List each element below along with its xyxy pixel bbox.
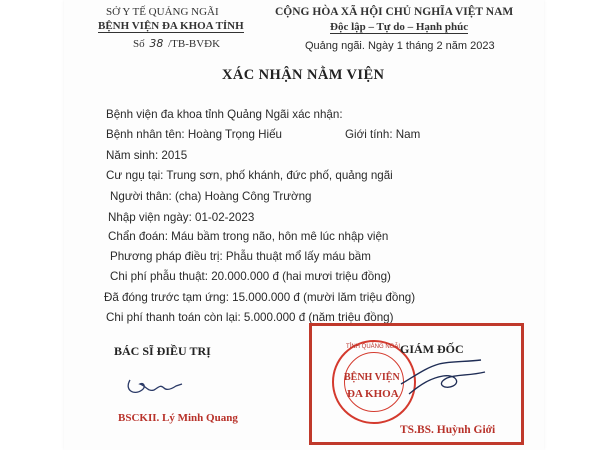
director-name: TS.BS. Huỳnh Giới [400,424,496,436]
country-name: CỘNG HÒA XÃ HỘI CHỦ NGHĨA VIỆT NAM [275,6,514,18]
doctor-name: BSCKII. Lý Minh Quang [118,412,238,424]
seal-outer-text: TỈNH QUẢNG NGÃI [346,344,401,350]
patient-gender: Giới tính: Nam [345,128,421,141]
document-title: XÁC NHẬN NẰM VIỆN [222,67,385,83]
treatment: Phương pháp điều trị: Phẫu thuật mổ lấy máu bầm [110,250,371,263]
seal-line-2: ĐA KHOA [347,388,399,400]
director-signature [395,354,495,404]
document-number [133,37,220,50]
hospital-name: BỆNH VIỆN ĐA KHOA TỈNH [98,20,244,32]
motto: Độc lập – Tự do – Hạnh phúc [330,21,469,33]
relative: Người thân: (cha) Hoàng Công Trường [110,190,312,203]
diagnosis: Chẩn đoán: Máu bầm trong não, hôn mê lúc nhập viện [108,230,389,243]
seal-line-1: BỆNH VIỆN [344,372,400,383]
birth-year: Năm sinh: 2015 [106,149,188,162]
number-prefix: Số [133,38,145,50]
address: Cư ngụ tại: Trung sơn, phố khánh, đức phố, quảng ngãi [106,169,393,182]
advance-payment: Đã đóng trước tạm ứng: 15.000.000 đ (mười lăm triệu đồng) [104,291,416,304]
number-value: 38 [149,37,164,50]
doctor-signature [120,372,190,402]
document-date: Quảng ngãi. Ngày 1 tháng 2 năm 2023 [305,40,495,52]
ministry-name: SỞ Y TẾ QUẢNG NGÃI [106,6,219,18]
intro-line: Bệnh viện đa khoa tỉnh Quảng Ngãi xác nhận: [106,108,343,121]
doctor-title: BÁC SĨ ĐIỀU TRỊ [114,344,211,358]
surgery-cost: Chi phí phẫu thuật: 20.000.000 đ (hai mươi triệu đồng) [110,270,391,283]
patient-name: Bệnh nhân tên: Hoàng Trọng Hiếu [106,128,282,141]
number-suffix: /TB-BVĐK [168,38,221,50]
director-title: GIÁM ĐỐC [400,342,464,356]
remaining-payment: Chi phí thanh toán còn lại: 5.000.000 đ (năm triệu đồng) [106,311,394,324]
admission-date: Nhập viện ngày: 01-02-2023 [108,211,255,224]
